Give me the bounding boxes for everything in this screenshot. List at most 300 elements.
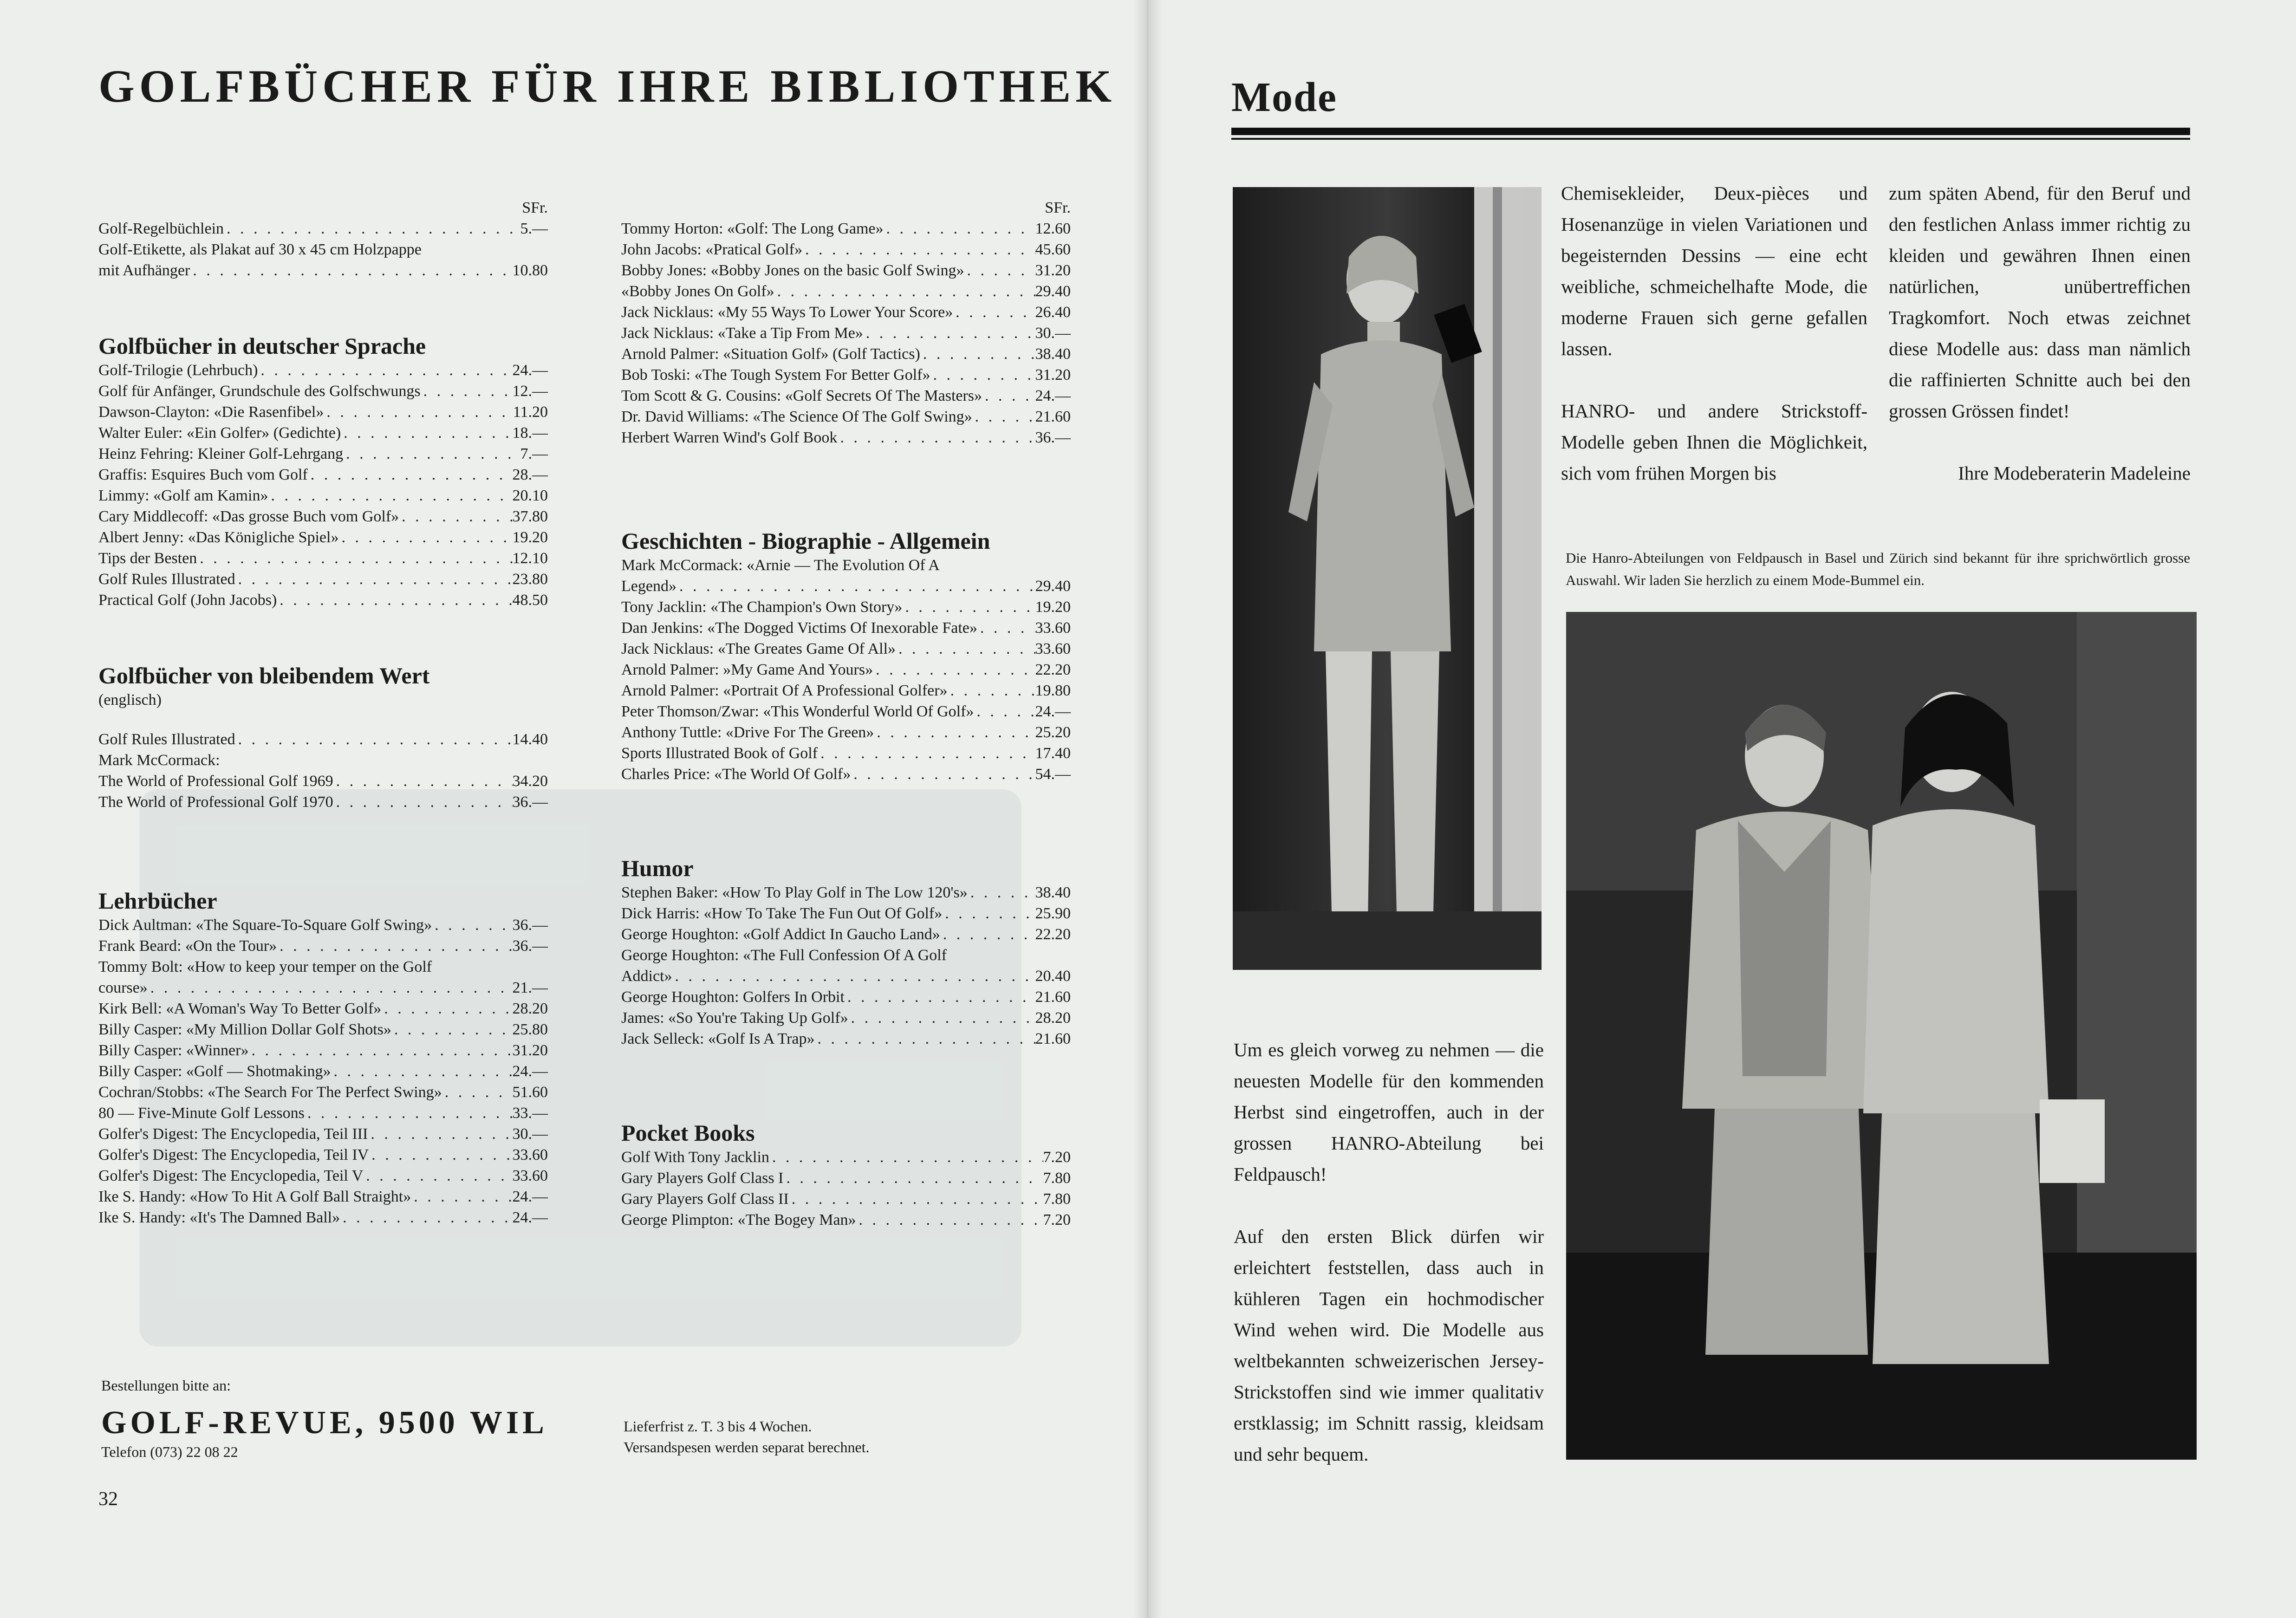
leader-dots [235,569,513,590]
list-item [621,1147,1071,1168]
section-heading: Lehrbücher [98,888,217,914]
item-title: Peter Thomson/Zwar: «This Wonderful World Of Golf» [621,703,974,720]
leader-dots [818,743,1035,764]
item-price: 31.20 [512,1042,548,1059]
leader-dots [789,1189,1043,1209]
list-item [621,555,1071,576]
list-item [621,617,1071,638]
item-title: Ike S. Handy: «How To Hit A Golf Ball Straight» [98,1188,411,1205]
item-title: Dick Harris: «How To Take The Fun Out Of Golf» [621,905,943,922]
list-item [621,218,1071,239]
order-phone: Telefon (073) 22 08 22 [101,1443,238,1460]
leader-dots [977,617,1035,638]
item-title: Billy Casper: «Winner» [98,1042,249,1059]
left-column [98,197,548,1228]
signature: Ihre Modeberaterin Madeleine [1958,462,2191,484]
list-item [98,381,548,402]
item-price: 21.— [512,979,548,996]
list-item [98,239,548,260]
item-price: 29.40 [1035,283,1071,300]
item-price: 7.20 [1043,1149,1071,1166]
item-price: 45.60 [1035,241,1071,258]
leader-dots [884,218,1035,239]
leader-dots [381,998,512,1019]
item-price: 31.20 [1035,366,1071,383]
list-item [621,323,1071,344]
leader-dots [333,771,513,792]
item-title: Frank Beard: «On the Tour» [98,937,277,955]
list-item [98,527,548,548]
item-title: Gary Players Golf Class I [621,1170,784,1187]
item-title: Tommy Bolt: «How to keep your temper on the Golf [98,958,432,975]
item-price: 54.— [1035,766,1071,783]
list-item [98,956,548,977]
item-price: 18.— [512,424,548,442]
item-title: Sports Illustrated Book of Golf [621,745,818,762]
item-price: 7.80 [1043,1170,1071,1187]
leader-dots [940,924,1035,945]
item-title: Mark McCormack: [98,752,220,769]
item-title: George Houghton: Golfers In Orbit [621,988,845,1006]
section-heading: Golfbücher von bleibendem Wert [98,663,430,689]
leader-dots [331,1061,513,1082]
list-item [98,402,548,422]
list-item [621,344,1071,364]
item-price: 36.— [1035,429,1071,446]
item-title: Albert Jenny: «Das Königliche Spiel» [98,529,339,546]
item-price: 34.20 [512,773,548,790]
leader-dots [343,443,520,464]
leader-dots [308,464,513,485]
item-price: 24.— [512,1063,548,1080]
item-price: 22.20 [1035,661,1071,678]
item-title: Jack Selleck: «Golf Is A Trap» [621,1030,815,1047]
list-item [98,1165,548,1186]
list-item [621,924,1071,945]
leader-dots [258,360,512,381]
item-title: James: «So You're Taking Up Golf» [621,1009,848,1027]
item-price: 33.60 [512,1167,548,1184]
photo-model-standing [1233,187,1542,970]
item-title: «Bobby Jones On Golf» [621,283,774,300]
item-price: 28.— [512,466,548,483]
item-title: course» [98,979,148,996]
item-price: 29.40 [1035,578,1071,595]
list-item [98,260,548,281]
list-item [621,427,1071,448]
leader-dots [277,590,512,611]
list-item [98,1124,548,1144]
item-title: Golf With Tony Jacklin [621,1149,769,1166]
item-title: 80 — Five-Minute Golf Lessons [98,1105,305,1122]
list-item [98,485,548,506]
list-item [621,1028,1071,1049]
intro-col-a [1561,178,1867,489]
leader-dots [896,638,1035,659]
item-price: 24.— [512,1188,548,1205]
order-label: Bestellungen bitte an: [101,1377,231,1394]
item-price: 51.60 [512,1084,548,1101]
list-item [621,281,1071,302]
title-rule [1231,128,2190,135]
leader-dots [863,323,1035,344]
section-list [621,882,1071,1049]
list-item [621,364,1071,385]
list-item [621,882,1071,903]
item-title: Golfer's Digest: The Encyclopedia, Teil V [98,1167,364,1184]
leader-dots [676,576,1035,597]
list-item [621,945,1071,966]
item-price: 38.40 [1035,884,1071,901]
list-item [98,977,548,998]
item-price: 30.— [1035,325,1071,342]
list-item [621,680,1071,701]
item-price: 24.— [1035,703,1071,720]
item-title: Dan Jenkins: «The Dogged Victims Of Inexorable Fate» [621,619,977,637]
leader-dots [845,987,1035,1007]
item-title: Cary Middlecoff: «Das grosse Buch vom Golf» [98,508,399,525]
section-heading: Golfbücher in deutscher Sprache [98,333,426,359]
intro-list [98,218,548,281]
item-price: 38.40 [1035,345,1071,363]
item-price: 12.60 [1035,220,1071,237]
bottom-col [1234,1034,1544,1470]
leader-dots [982,385,1035,406]
sections-left [98,332,548,1228]
item-title: Golf Rules Illustrated [98,571,235,588]
item-price: 33.— [512,1105,548,1122]
leader-dots [974,701,1035,722]
list-item [621,302,1071,323]
list-item [621,966,1071,987]
leader-dots [874,722,1035,743]
item-title: John Jacobs: «Pratical Golf» [621,241,802,258]
item-price: 11.20 [513,403,548,421]
list-item [98,1040,548,1061]
item-price: 28.20 [1035,1009,1071,1027]
photo-two-models [1566,612,2197,1460]
currency-label: SFr. [522,199,548,216]
intro-col-b-p1: zum späten Abend, für den Beruf und den festlichen Anlass immer richtig zu kleiden und gewähren Ihnen einen natürlichen, unübertreffichen Tragkomfort. Noch etwas zeichnet diese Modelle aus: dass man nämlich die raffinierten Schnitte auch bei den grossen Grössen findet! [1889,182,2191,422]
list-item [98,1019,548,1040]
item-title: Addict» [621,968,672,985]
item-title: Arnold Palmer: «Portrait Of A Professional Golfer» [621,682,948,699]
currency-label-2: SFr. [1045,199,1071,216]
item-price: 17.40 [1035,745,1071,762]
list-item [621,764,1071,785]
item-title: Jack Nicklaus: «The Greates Game Of All» [621,640,896,657]
item-title: Anthony Tuttle: «Drive For The Green» [621,724,874,741]
item-price: 33.60 [1035,619,1071,637]
item-price: 36.— [512,916,548,934]
item-title: Golfer's Digest: The Encyclopedia, Teil IV [98,1146,369,1163]
section-list [98,360,548,611]
item-title: Arnold Palmer: »My Game And Yours» [621,661,873,678]
order-address: GOLF-REVUE, 9500 WIL [101,1405,548,1441]
item-price: 25.20 [1035,724,1071,741]
leader-dots [338,527,512,548]
item-title: Bobby Jones: «Bobby Jones on the basic Golf Swing» [621,262,964,279]
item-price: 21.60 [1035,988,1071,1006]
item-title: Cochran/Stobbs: «The Search For The Perfect Swing» [98,1084,442,1101]
item-price: 25.80 [512,1021,548,1038]
list-item [98,506,548,527]
item-price: 12.10 [512,550,548,567]
list-item [621,722,1071,743]
leader-dots [930,364,1035,385]
item-title: Tommy Horton: «Golf: The Long Game» [621,220,884,237]
list-item [98,1207,548,1228]
page-number: 32 [98,1488,118,1510]
list-item [621,1209,1071,1230]
leader-dots [920,344,1035,364]
list-item [98,360,548,381]
item-price: 48.50 [512,591,548,609]
list-item [621,239,1071,260]
right-column [621,197,1071,1230]
leader-dots [942,903,1035,924]
photo-model-standing-image [1233,187,1542,970]
list-item [621,987,1071,1007]
item-title: Dick Aultman: «The Square-To-Square Golf Swing» [98,916,432,934]
item-title: Dr. David Williams: «The Science Of The Golf Swing» [621,408,972,425]
item-price: 14.40 [512,731,548,748]
item-title: Tom Scott & G. Cousins: «Golf Secrets Of The Masters» [621,387,982,404]
list-item [98,998,548,1019]
leader-dots [248,1040,512,1061]
leader-dots [802,239,1035,260]
leader-dots [873,659,1035,680]
bottom-p1: Um es gleich vorweg zu nehmen — die neuesten Modelle für den kommenden Herbst sind eingetroffen, auch in der grossen HANRO-Abteilung bei Feldpausch! [1234,1039,1544,1185]
item-price: 12.— [512,383,548,400]
leader-dots [368,1124,512,1144]
item-title: The World of Professional Golf 1970 [98,793,333,811]
section-list [621,1147,1071,1230]
section-list [621,555,1071,785]
item-title: Golf Rules Illustrated [98,731,235,748]
leader-dots [235,729,513,750]
leader-dots [224,218,520,239]
leader-dots [268,485,512,506]
leader-dots [197,548,512,569]
list-item [621,597,1071,617]
section-title: Mode [1231,74,1337,120]
item-price: 24.— [1035,387,1071,404]
leader-dots [769,1147,1043,1168]
section-subheading: (englisch) [98,691,162,708]
leader-dots [972,406,1035,427]
item-title: Ike S. Handy: «It's The Damned Ball» [98,1209,340,1226]
leader-dots [277,936,512,956]
item-price: 7.80 [1043,1190,1071,1208]
list-item [621,638,1071,659]
leader-dots [783,1168,1043,1189]
list-item [98,1186,548,1207]
item-price: 24.— [512,1209,548,1226]
section-heading: Humor [621,855,694,881]
leader-dots [190,260,512,281]
item-price: 26.40 [1035,304,1071,321]
item-price: 20.40 [1035,968,1071,985]
item-price: 10.80 [512,262,548,279]
intro-col-b [1889,178,2191,489]
item-title: Golf für Anfänger, Grundschule des Golfschwungs [98,383,421,400]
leader-dots [341,422,512,443]
leader-dots [672,966,1035,987]
bottom-p2: Auf den ersten Blick dürfen wir erleichtert feststellen, dass auch in kühleren Tagen ein hochmodischer Wind wehen wird. Die Modelle aus weltbekannten schweizerischen Jersey-Strickstoffen sind wie immer qualitativ erstklassig; im Schnitt rassig, kleidsam und sehr bequem. [1234,1226,1544,1465]
item-title: Walter Euler: «Ein Golfer» (Gedichte) [98,424,341,442]
item-title: Kirk Bell: «A Woman's Way To Better Golf» [98,1000,382,1017]
item-title: Tips der Besten [98,550,197,567]
item-title: Practical Golf (John Jacobs) [98,591,277,609]
photo-caption: Die Hanro-Abteilungen von Feldpausch in Basel und Zürich sind bekannt für ihre sprichwörtlich grosse Auswahl. Wir laden Sie herzlich zu einem Mode-Bummel ein. [1566,550,2190,588]
item-price: 31.20 [1035,262,1071,279]
item-title: Charles Price: «The World Of Golf» [621,766,851,783]
leader-dots [148,977,513,998]
list-item [621,260,1071,281]
item-title: Bob Toski: «The Tough System For Better Golf» [621,366,930,383]
item-price: 7.— [520,445,548,462]
item-title: Jack Nicklaus: «My 55 Ways To Lower Your Score» [621,304,953,321]
leader-dots [442,1082,513,1103]
list-item [621,659,1071,680]
item-title: Billy Casper: «Golf — Shotmaking» [98,1063,331,1080]
list-item [98,218,548,239]
list-item [98,1061,548,1082]
list-item [98,771,548,792]
item-title: Dawson-Clayton: «Die Rasenfibel» [98,403,324,421]
section-list [98,915,548,1228]
list-item [98,1103,548,1124]
section-list [98,729,548,812]
item-title: Golfer's Digest: The Encyclopedia, Teil III [98,1125,368,1143]
leader-dots [964,260,1035,281]
item-price: 5.— [520,220,548,237]
item-title: Billy Casper: «My Million Dollar Golf Shots» [98,1021,391,1038]
delivery-line-1: Lieferfrist z. T. 3 bis 4 Wochen. [624,1418,812,1435]
item-title: Limmy: «Golf am Kamin» [98,487,268,504]
sections-right [621,527,1071,1230]
list-item [98,750,548,771]
item-price: 33.60 [512,1146,548,1163]
item-title: George Houghton: «Golf Addict In Gaucho Land» [621,926,940,943]
item-title: Tony Jacklin: «The Champion's Own Story» [621,598,903,616]
list-item [98,729,548,750]
photo-two-models-image [1566,612,2197,1460]
list-item [98,915,548,936]
item-title: mit Aufhänger [98,262,190,279]
item-title: Heinz Fehring: Kleiner Golf-Lehrgang [98,445,344,462]
item-price: 23.80 [512,571,548,588]
right-page [1148,0,2296,1618]
item-title: Legend» [621,578,676,595]
item-price: 21.60 [1035,408,1071,425]
item-price: 30.— [512,1125,548,1143]
list-item [621,743,1071,764]
list-item [98,464,548,485]
leader-dots [324,402,513,422]
item-title: Golf-Trilogie (Lehrbuch) [98,362,258,379]
list-item [98,936,548,956]
item-price: 33.60 [1035,640,1071,657]
item-price: 19.20 [1035,598,1071,616]
intro-col-a-p1: Chemisekleider, Deux-pièces und Hosenanzüge in vielen Variationen und begeisternden Dessins — eine echt weibliche, schmeichelhafte Mode, die moderne Frauen sich gerne gefallen lassen. [1561,182,1867,359]
section-heading: Geschichten - Biographie - Allgemein [621,528,990,554]
page-gutter [1133,0,1163,1618]
item-price: 28.20 [512,1000,548,1017]
item-title: Golf-Etikette, als Plakat auf 30 x 45 cm Holzpappe [98,241,422,258]
item-title: Jack Nicklaus: «Take a Tip From Me» [621,325,863,342]
item-title: George Houghton: «The Full Confession Of A Golf [621,947,947,964]
item-price: 21.60 [1035,1030,1071,1047]
leader-dots [411,1186,512,1207]
leader-dots [851,764,1035,785]
leader-dots [953,302,1035,323]
list-item [98,1144,548,1165]
item-price: 25.90 [1035,905,1071,922]
leader-dots [774,281,1035,302]
order-block [101,1375,612,1462]
page-title: GOLFBÜCHER FÜR IHRE BIBLIOTHEK [98,60,1116,112]
item-title: Golf-Regelbüchlein [98,220,224,237]
item-price: 19.20 [512,529,548,546]
leader-dots [340,1207,512,1228]
intro-col-a-p2: HANRO- und andere Strickstoff-Modelle geben Ihnen die Möglichkeit, sich vom frühen Morgen bis [1561,400,1867,484]
item-price: 19.80 [1035,682,1071,699]
item-price: 20.10 [512,487,548,504]
leader-dots [421,381,513,402]
list-item [98,569,548,590]
item-title: Herbert Warren Wind's Golf Book [621,429,838,446]
list-item [621,701,1071,722]
leader-dots [391,1019,513,1040]
delivery-line-2: Versandspesen werden separat berechnet. [624,1439,870,1456]
leader-dots [856,1209,1043,1230]
list-item [621,385,1071,406]
item-price: 36.— [512,793,548,811]
leader-dots [848,1007,1035,1028]
list-item [98,422,548,443]
list-item [621,1007,1071,1028]
leader-dots [399,506,512,527]
item-title: Graffis: Esquires Buch vom Golf [98,466,308,483]
item-price: 24.— [512,362,548,379]
leader-dots [837,427,1035,448]
leader-dots [968,882,1035,903]
list-item [621,576,1071,597]
leader-dots [363,1165,512,1186]
list-item [98,443,548,464]
list-item [621,1189,1071,1209]
list-item [621,1168,1071,1189]
list-item [621,406,1071,427]
item-price: 7.20 [1043,1211,1071,1228]
leader-dots [333,792,513,812]
title-rule-thin [1231,138,2190,140]
item-title: Stephen Baker: «How To Play Golf in The Low 120's» [621,884,968,901]
item-title: Gary Players Golf Class II [621,1190,789,1208]
english-list [621,218,1071,448]
list-item [98,1082,548,1103]
item-price: 36.— [512,937,548,955]
delivery-note [624,1416,1041,1458]
leader-dots [948,680,1035,701]
item-price: 22.20 [1035,926,1071,943]
item-title: George Plimpton: «The Bogey Man» [621,1211,856,1228]
item-title: Arnold Palmer: «Situation Golf» (Golf Tactics) [621,345,920,363]
item-price: 37.80 [512,508,548,525]
list-item [98,590,548,611]
